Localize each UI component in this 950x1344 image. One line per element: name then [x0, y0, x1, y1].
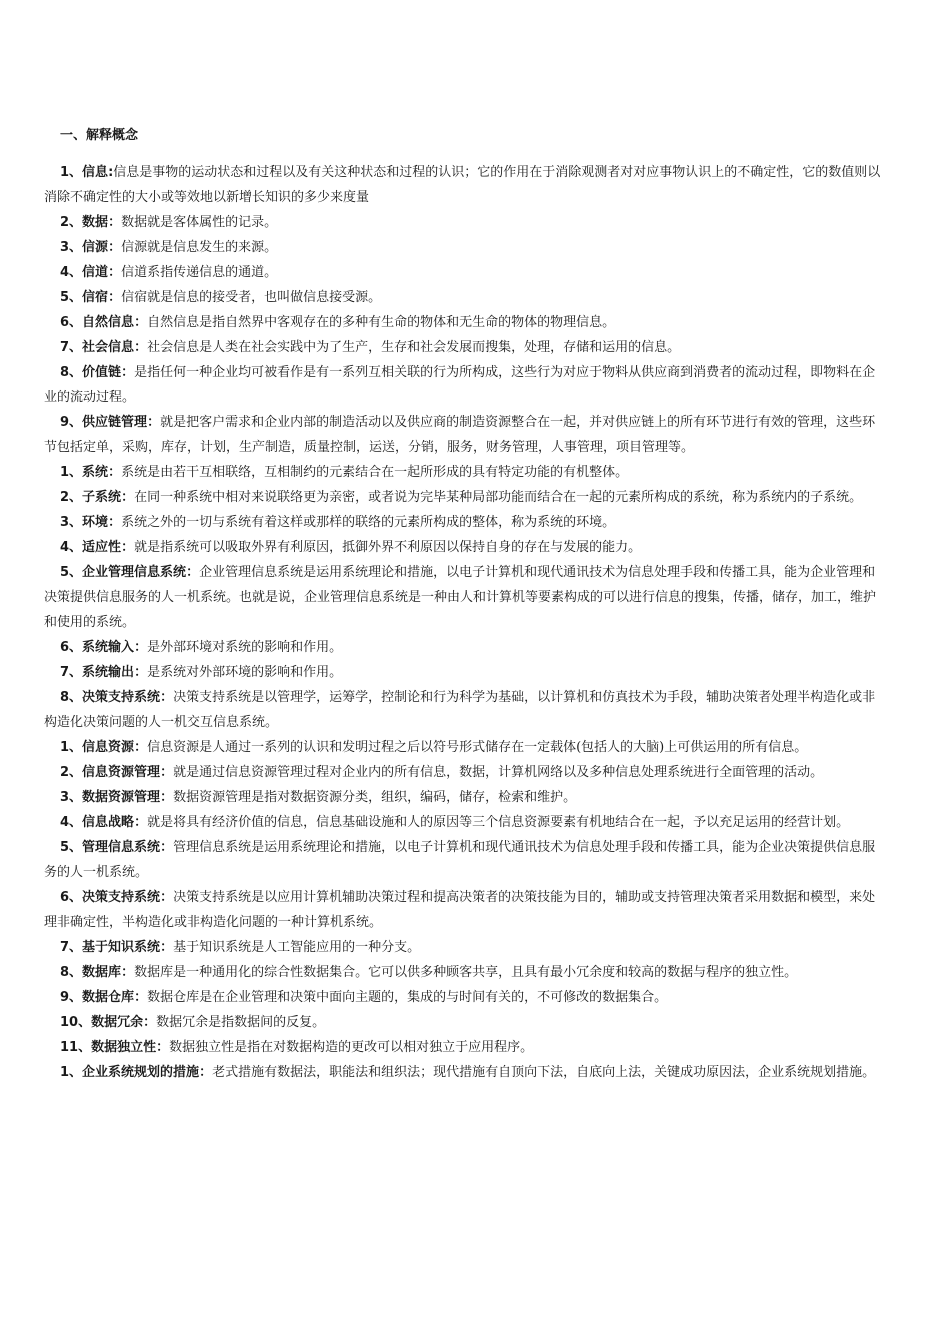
definition-text: 社会信息是人类在社会实践中为了生产，生存和社会发展而搜集，处理，存储和运用的信息。 [147, 340, 681, 355]
entry-number: 4、 [60, 815, 83, 830]
entry-number: 8、 [60, 965, 83, 980]
definition-entry [44, 510, 886, 535]
entry-number: 5、 [60, 565, 83, 580]
entry-number: 7、 [60, 940, 83, 955]
entry-number: 8、 [60, 690, 83, 705]
entry-number: 3、 [60, 515, 83, 530]
definition-text: 是指任何一种企业均可被看作是有一系列互相关联的行为所构成，这些行为对应于物料从供应商到消费者的流动过程，即物料在企业的流动过程。 [44, 365, 876, 405]
definition-entry [44, 410, 886, 460]
definition-text: 系统是由若干互相联络，互相制约的元素结合在一起所形成的具有特定功能的有机整体。 [121, 465, 629, 480]
term-separator: ： [108, 515, 122, 530]
definition-text: 就是将具有经济价值的信息，信息基础设施和人的原因等三个信息资源要素有机地结合在一起，予以充足运用的经营计划。 [147, 815, 850, 830]
term-separator: ： [108, 290, 122, 305]
term-separator: ： [121, 490, 135, 505]
definition-term [60, 1015, 156, 1030]
term-text: 子系统 [82, 490, 122, 505]
definition-text: 就是把客户需求和企业内部的制造活动以及供应商的制造资源整合在一起，并对供应链上的所有环节进行有效的管理，这些环节包括定单，采购，库存，计划，生产制造，质量控制，运送，分销，服务，财务管理，人事管理，项目管理等。 [44, 415, 876, 455]
definition-text: 决策支持系统是以管理学，运筹学，控制论和行为科学为基础，以计算机和仿真技术为手段，辅助决策者处理半构造化或非构造化决策问题的人一机交互信息系统。 [44, 690, 876, 730]
definition-text: 系统之外的一切与系统有着这样或那样的联络的元素所构成的整体，称为系统的环境。 [121, 515, 616, 530]
definition-term [60, 315, 147, 330]
definition-entry [44, 460, 886, 485]
term-text: 环境 [82, 515, 109, 530]
term-separator: ： [134, 665, 148, 680]
term-text: 信源 [82, 240, 109, 255]
definition-text: 就是通过信息资源管理过程对企业内的所有信息，数据，计算机网络以及多种信息处理系统进行全面管理的活动。 [173, 765, 824, 780]
definition-text: 数据库是一种通用化的综合性数据集合。它可以供多种顾客共享，且具有最小冗余度和较高的数据与程序的独立性。 [134, 965, 798, 980]
definition-entry [44, 810, 886, 835]
term-text: 信道 [82, 265, 109, 280]
term-text: 数据仓库 [82, 990, 135, 1005]
definition-term [60, 490, 134, 505]
definition-term [60, 465, 121, 480]
term-text: 数据冗余 [91, 1015, 144, 1030]
definition-entry [44, 285, 886, 310]
term-separator: ： [108, 265, 122, 280]
entry-number: 2、 [60, 765, 83, 780]
definition-text: 信道系指传递信息的通道。 [121, 265, 278, 280]
entry-number: 6、 [60, 315, 83, 330]
definition-text: 是系统对外部环境的影响和作用。 [147, 665, 343, 680]
term-text: 系统 [82, 465, 109, 480]
term-separator: ： [160, 765, 174, 780]
term-separator: ： [156, 1040, 170, 1055]
definition-entry [44, 485, 886, 510]
term-text: 信息 [82, 165, 109, 180]
term-text: 社会信息 [82, 340, 135, 355]
term-text: 系统输入 [82, 640, 135, 655]
term-separator: ： [108, 215, 122, 230]
definition-term [60, 840, 173, 855]
term-text: 决策支持系统 [82, 890, 161, 905]
term-separator: ： [121, 365, 135, 380]
definition-entry [44, 635, 886, 660]
term-text: 信息战略 [82, 815, 135, 830]
definition-entry [44, 1060, 886, 1085]
definition-text: 数据资源管理是指对数据资源分类，组织，编码，储存，检索和维护。 [173, 790, 577, 805]
definition-entry [44, 535, 886, 560]
term-text: 基于知识系统 [82, 940, 161, 955]
definition-text: 管理信息系统是运用系统理论和措施，以电子计算机和现代通讯技术为信息处理手段和传播工具，能为企业决策提供信息服务的人一机系统。 [44, 840, 876, 880]
definition-text: 信息资源是人通过一系列的认识和发明过程之后以符号形式储存在一定载体(包括人的大脑)上可供运用的所有信息。 [147, 740, 808, 755]
definition-term [60, 765, 173, 780]
entry-number: 1、 [60, 165, 83, 180]
entry-number: 3、 [60, 790, 83, 805]
definition-entry [44, 1035, 886, 1060]
definition-entry [44, 960, 886, 985]
term-text: 价值链 [82, 365, 122, 380]
entry-number: 7、 [60, 665, 83, 680]
definition-text: 信宿就是信息的接受者，也叫做信息接受源。 [121, 290, 382, 305]
entry-number: 5、 [60, 290, 83, 305]
term-separator: ： [134, 640, 148, 655]
section-heading: 一、解释概念 [60, 128, 139, 143]
entry-number: 8、 [60, 365, 83, 380]
definition-entry [44, 360, 886, 410]
term-separator: ： [134, 315, 148, 330]
definition-entry [44, 210, 886, 235]
entry-number: 9、 [60, 990, 83, 1005]
term-text: 数据 [82, 215, 109, 230]
term-text: 数据库 [82, 965, 122, 980]
entry-number: 1、 [60, 465, 83, 480]
definition-text: 基于知识系统是人工智能应用的一种分支。 [173, 940, 421, 955]
term-text: 供应链管理 [82, 415, 148, 430]
definition-term [60, 965, 134, 980]
definition-term [60, 515, 121, 530]
term-text: 企业管理信息系统 [82, 565, 187, 580]
definition-term [60, 890, 173, 905]
definition-entry [44, 835, 886, 885]
definition-entry [44, 885, 886, 935]
entry-number: 6、 [60, 890, 83, 905]
term-separator: ： [108, 465, 122, 480]
definition-entry [44, 660, 886, 685]
term-separator: ： [134, 815, 148, 830]
definition-text: 数据冗余是指数据间的反复。 [156, 1015, 326, 1030]
definition-term [60, 165, 113, 180]
definition-entry [44, 1010, 886, 1035]
definition-term [60, 940, 173, 955]
document-page [44, 126, 886, 1085]
term-separator: ： [160, 940, 174, 955]
term-separator: ： [160, 840, 174, 855]
term-separator: ： [160, 890, 174, 905]
term-text: 企业系统规划的措施 [82, 1065, 200, 1080]
definition-text: 信源就是信息发生的来源。 [121, 240, 278, 255]
definition-term [60, 240, 121, 255]
term-separator: ： [160, 690, 174, 705]
definition-term [60, 990, 147, 1005]
definition-term [60, 665, 147, 680]
definition-list [44, 160, 886, 1085]
entry-number: 2、 [60, 490, 83, 505]
term-text: 数据独立性 [91, 1040, 157, 1055]
definition-text: 就是指系统可以吸取外界有利原因，抵御外界不利原因以保持自身的存在与发展的能力。 [134, 540, 642, 555]
definition-term [60, 640, 147, 655]
entry-number: 4、 [60, 540, 83, 555]
definition-term [60, 415, 160, 430]
term-text: 数据资源管理 [82, 790, 161, 805]
term-text: 信息资源管理 [82, 765, 161, 780]
term-text: 管理信息系统 [82, 840, 161, 855]
entry-number: 4、 [60, 265, 83, 280]
definition-text: 数据仓库是在企业管理和决策中面向主题的，集成的与时间有关的，不可修改的数据集合。 [147, 990, 668, 1005]
term-separator: ： [134, 990, 148, 1005]
definition-term [60, 540, 134, 555]
definition-text: 自然信息是指自然界中客观存在的多种有生命的物体和无生命的物体的物理信息。 [147, 315, 616, 330]
definition-term [60, 740, 147, 755]
entry-number: 3、 [60, 240, 83, 255]
definition-entry [44, 935, 886, 960]
term-text: 适应性 [82, 540, 122, 555]
definition-entry [44, 985, 886, 1010]
definition-term [60, 690, 173, 705]
term-separator: ： [199, 1065, 213, 1080]
definition-term [60, 1065, 212, 1080]
definition-text: 在同一种系统中相对来说联络更为亲密，或者说为完毕某种局部功能而结合在一起的元素所构成的系统，称为系统内的子系统。 [134, 490, 863, 505]
definition-term [60, 215, 121, 230]
term-separator: ： [134, 340, 148, 355]
definition-term [60, 340, 147, 355]
entry-number: 2、 [60, 215, 83, 230]
definition-term [60, 365, 134, 380]
definition-entry [44, 685, 886, 735]
definition-term [60, 1040, 169, 1055]
definition-text: 决策支持系统是以应用计算机辅助决策过程和提高决策者的决策技能为目的，辅助或支持管理决策者采用数据和模型，来处理非确定性，半构造化或非构造化问题的一种计算机系统。 [44, 890, 876, 930]
term-text: 信宿 [82, 290, 109, 305]
entry-number: 5、 [60, 840, 83, 855]
definition-text: 是外部环境对系统的影响和作用。 [147, 640, 343, 655]
term-text: 系统输出 [82, 665, 135, 680]
term-separator: ： [147, 415, 161, 430]
entry-number: 11、 [60, 1040, 92, 1055]
definition-term [60, 815, 147, 830]
definition-term [60, 565, 199, 580]
term-separator: : [108, 165, 114, 180]
entry-number: 9、 [60, 415, 83, 430]
definition-text: 企业管理信息系统是运用系统理论和措施，以电子计算机和现代通讯技术为信息处理手段和传播工具，能为企业管理和决策提供信息服务的人一机系统。也就是说，企业管理信息系统是一种由人和计算机等要素构成的可以进行信息的搜集，传播，储存，加工，维护和使用的系统。 [44, 565, 877, 630]
definition-term [60, 265, 121, 280]
term-separator: ： [143, 1015, 157, 1030]
term-text: 自然信息 [82, 315, 135, 330]
term-separator: ： [186, 565, 200, 580]
term-text: 决策支持系统 [82, 690, 161, 705]
entry-number: 6、 [60, 640, 83, 655]
definition-entry [44, 560, 886, 635]
term-separator: ： [121, 965, 135, 980]
entry-number: 1、 [60, 1065, 83, 1080]
definition-term [60, 790, 173, 805]
term-separator: ： [121, 540, 135, 555]
term-separator: ： [160, 790, 174, 805]
definition-text: 信息是事物的运动状态和过程以及有关这种状态和过程的认识；它的作用在于消除观测者对对应事物认识上的不确定性，它的数值则以消除不确定性的大小或等效地以新增长知识的多少来度量 [44, 165, 881, 205]
entry-number: 1、 [60, 740, 83, 755]
term-text: 信息资源 [82, 740, 135, 755]
definition-entry [44, 335, 886, 360]
definition-entry [44, 235, 886, 260]
definition-entry [44, 310, 886, 335]
definition-entry [44, 160, 886, 210]
definition-term [60, 290, 121, 305]
definition-text: 数据独立性是指在对数据构造的更改可以相对独立于应用程序。 [169, 1040, 534, 1055]
definition-entry [44, 760, 886, 785]
definition-entry [44, 260, 886, 285]
term-separator: ： [108, 240, 122, 255]
term-separator: ： [134, 740, 148, 755]
definition-entry [44, 735, 886, 760]
definition-text: 数据就是客体属性的记录。 [121, 215, 278, 230]
definition-text: 老式措施有数据法，职能法和组织法；现代措施有自顶向下法，自底向上法，关键成功原因法，企业系统规划措施。 [212, 1065, 876, 1080]
definition-entry [44, 785, 886, 810]
entry-number: 7、 [60, 340, 83, 355]
entry-number: 10、 [60, 1015, 92, 1030]
